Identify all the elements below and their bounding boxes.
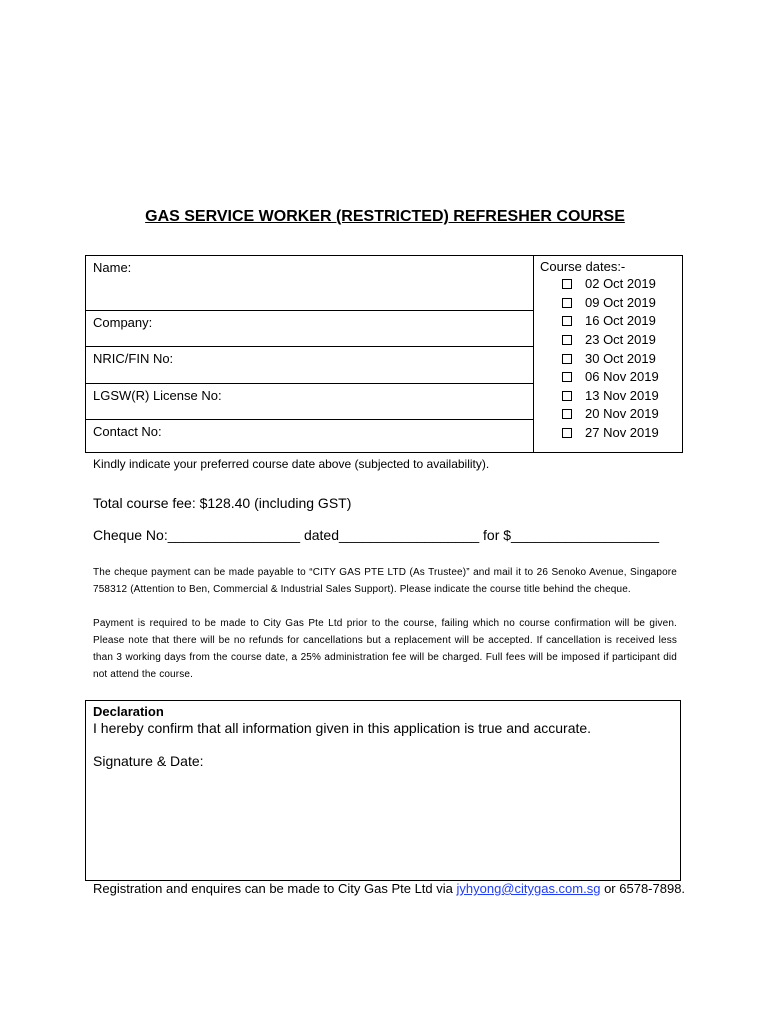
company-field[interactable]	[86, 311, 534, 347]
date-option[interactable]	[562, 331, 656, 349]
date-option[interactable]	[562, 312, 656, 330]
date-label: 09 Oct 2019	[585, 295, 656, 310]
payment-instructions: The cheque payment can be made payable to “CITY GAS PTE LTD (As Trustee)” and mail it to 26 Senoko Avenue, Singapore 758312 (Attention to Ben, Commercial & Industrial Sales Support). Please indicate the course title behind the cheque.	[93, 567, 677, 595]
email-link[interactable]: jyhyong@citygas.com.sg	[456, 881, 601, 896]
cheque-line: Cheque No:_________________ dated__________________ for $___________________	[93, 527, 659, 543]
date-label: 30 Oct 2019	[585, 351, 656, 366]
date-label: 16 Oct 2019	[585, 313, 656, 328]
availability-note: Kindly indicate your preferred course date above (subjected to availability).	[93, 457, 490, 471]
checkbox-icon[interactable]	[562, 428, 572, 438]
registration-info	[93, 881, 685, 896]
name-field[interactable]	[86, 256, 534, 311]
date-label: 20 Nov 2019	[585, 406, 659, 421]
date-label: 27 Nov 2019	[585, 425, 659, 440]
nric-field[interactable]	[86, 347, 534, 384]
nric-label: NRIC/FIN No:	[93, 351, 174, 366]
course-dates-column	[534, 256, 684, 452]
date-label: 02 Oct 2019	[585, 276, 656, 291]
checkbox-icon[interactable]	[562, 372, 572, 382]
name-label: Name:	[93, 260, 132, 275]
declaration-heading: Declaration	[93, 704, 164, 719]
company-label: Company:	[93, 315, 153, 330]
declaration-text: I hereby confirm that all information given in this application is true and accurate.	[93, 720, 592, 736]
course-fee: Total course fee: $128.40 (including GST)	[93, 495, 352, 511]
date-option[interactable]	[562, 387, 659, 405]
date-option[interactable]	[562, 424, 659, 442]
date-option[interactable]	[562, 368, 659, 386]
declaration-box	[85, 700, 681, 881]
date-option[interactable]	[562, 294, 656, 312]
page-title: GAS SERVICE WORKER (RESTRICTED) REFRESHER COURSE	[145, 208, 625, 225]
registration-suffix: or 6578-7898.	[600, 881, 686, 896]
payment-terms: Payment is required to be made to City Gas Pte Ltd prior to the course, failing which no course confirmation will be given. Please note that there will be no refunds for cancellations but a replacement will be accepted. If cancellation is received less than 3 working days from the course date, a 25% administration fee will be charged. Full fees will be imposed if participant did not attend the course.	[93, 618, 677, 680]
checkbox-icon[interactable]	[562, 409, 572, 419]
checkbox-icon[interactable]	[562, 335, 572, 345]
checkbox-icon[interactable]	[562, 279, 572, 289]
license-field[interactable]	[86, 384, 534, 420]
checkbox-icon[interactable]	[562, 391, 572, 401]
date-label: 06 Nov 2019	[585, 369, 659, 384]
registration-prefix: Registration and enquires can be made to City Gas Pte Ltd via	[93, 881, 457, 896]
particulars-column	[86, 256, 534, 452]
checkbox-icon[interactable]	[562, 298, 572, 308]
signature-label: Signature & Date:	[93, 753, 204, 769]
date-option[interactable]	[562, 275, 656, 293]
checkbox-icon[interactable]	[562, 354, 572, 364]
application-form	[85, 255, 683, 453]
date-label: 23 Oct 2019	[585, 332, 656, 347]
date-option[interactable]	[562, 405, 659, 423]
license-label: LGSW(R) License No:	[93, 388, 222, 403]
date-label: 13 Nov 2019	[585, 388, 659, 403]
contact-label: Contact No:	[93, 424, 162, 439]
checkbox-icon[interactable]	[562, 316, 572, 326]
course-dates-label: Course dates:-	[540, 259, 626, 274]
contact-field[interactable]	[86, 420, 534, 454]
date-option[interactable]	[562, 350, 656, 368]
